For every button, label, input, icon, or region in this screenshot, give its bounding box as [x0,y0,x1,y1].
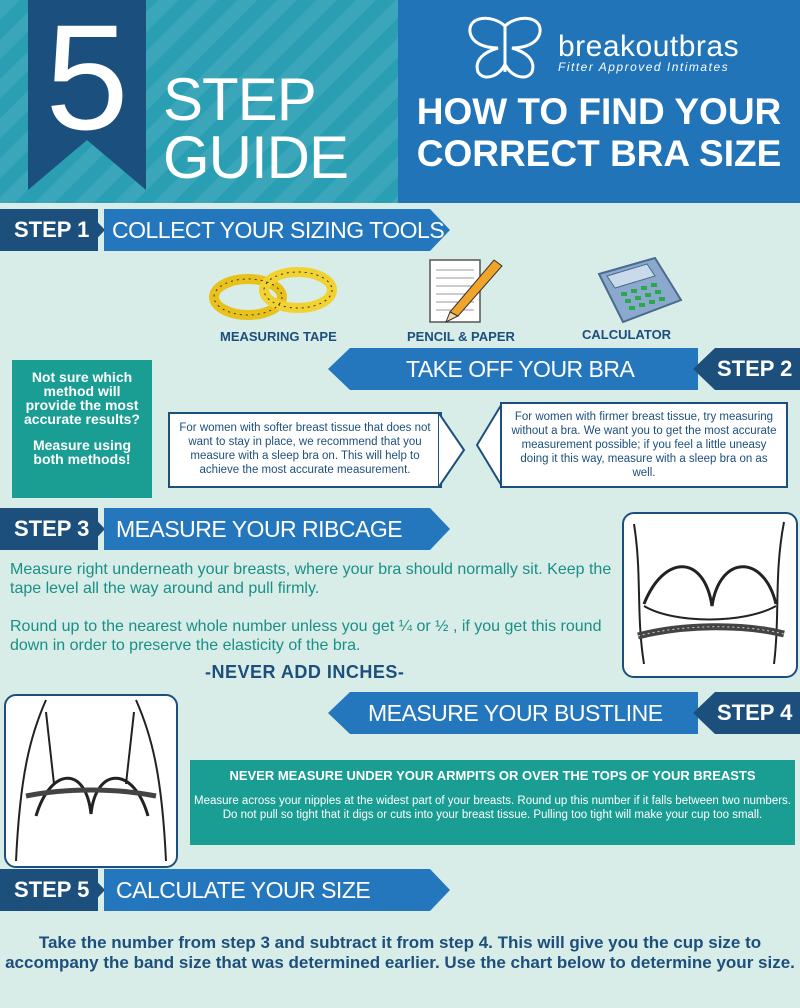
bust-sketch-icon [6,696,176,866]
step2-tag: STEP 2 [717,356,793,381]
tool-label-pencil: PENCIL & PAPER [407,329,515,344]
step2-banner [328,348,800,390]
bra-sketch-icon [624,514,796,676]
ribcage-instructions-2: Round up to the nearest whole number unless you get ¼ or ½ , if you get this round down in order to preserve the elasticity of the bra. [10,618,602,654]
calculation-instructions: Take the number from step 3 and subtract it from step 4. This will give you the cup size to accompany the band size that was determined earlier. Use the chart below to determine your size. [5,933,795,972]
guide-word: GUIDE [163,124,349,191]
step-word: STEP [163,66,316,133]
never-add-inches: -NEVER ADD INCHES- [205,662,405,682]
bustline-instructions: Measure across your nipples at the widest part of your breasts. Round up this number if it falls between two numbers. Do not pull so tight that it digs or cuts into your breast tissue. Pulling too tight will make your cup too small. [193,795,792,821]
page-title-line1: HOW TO FIND YOUR [416,91,782,132]
step2-title: TAKE OFF YOUR BRA [406,356,635,382]
firm-tissue-text: For women with firmer breast tissue, try measuring without a bra. We want you to get the most accurate measurement possible; if you feel a little uneasy doing it this way, measure with a sleep bra on as well. [511,411,777,479]
bustline-warning: NEVER MEASURE UNDER YOUR ARMPITS OR OVER THE TOPS OF YOUR BREASTS [229,768,756,783]
method-note-question: Not sure which method will provide the most accurate results? [24,369,140,427]
step5-title: CALCULATE YOUR SIZE [116,877,371,903]
brand-name: breakoutbras [558,30,740,63]
calculator-icon [585,256,685,324]
method-note [12,360,152,498]
step5-tag: STEP 5 [14,877,90,902]
firm-box-arrow [475,402,503,488]
step5-banner [0,869,450,911]
tool-label-calculator: CALCULATOR [582,327,672,342]
step3-tag: STEP 3 [14,516,90,541]
guide-number: 5 [45,0,129,161]
bustline-info-box [190,760,795,845]
brand-tagline: Fitter Approved Intimates [558,60,730,74]
pencil-paper-icon [428,256,508,326]
ribcage-instructions-1: Measure right underneath your breasts, where your bra should normally sit. Keep the tape level all the way around and pull firmly. [10,561,612,597]
step1-tag: STEP 1 [14,217,90,242]
step3-banner [0,508,450,550]
ribcage-illustration [622,512,798,678]
step4-banner [328,692,800,734]
step1-title: COLLECT YOUR SIZING TOOLS [112,217,445,243]
step1-banner [0,209,450,251]
step4-tag: STEP 4 [717,700,793,725]
tool-label-tape: MEASURING TAPE [220,329,337,344]
method-note-advice: Measure using both methods! [32,437,132,467]
step4-title: MEASURE YOUR BUSTLINE [368,700,663,726]
bustline-illustration [4,694,178,868]
step3-title: MEASURE YOUR RIBCAGE [116,516,403,542]
soft-tissue-box [168,412,442,488]
soft-tissue-text: For women with softer breast tissue that does not want to stay in place, we recommend that you measure with a sleep bra on. This will help to achieve the most accurate measurement. [179,422,431,476]
page-title-line2: CORRECT BRA SIZE [416,133,782,174]
measuring-tape-icon [208,262,338,324]
firm-tissue-box [500,402,788,488]
butterfly-logo-icon [462,14,548,84]
soft-box-arrow [438,412,466,488]
